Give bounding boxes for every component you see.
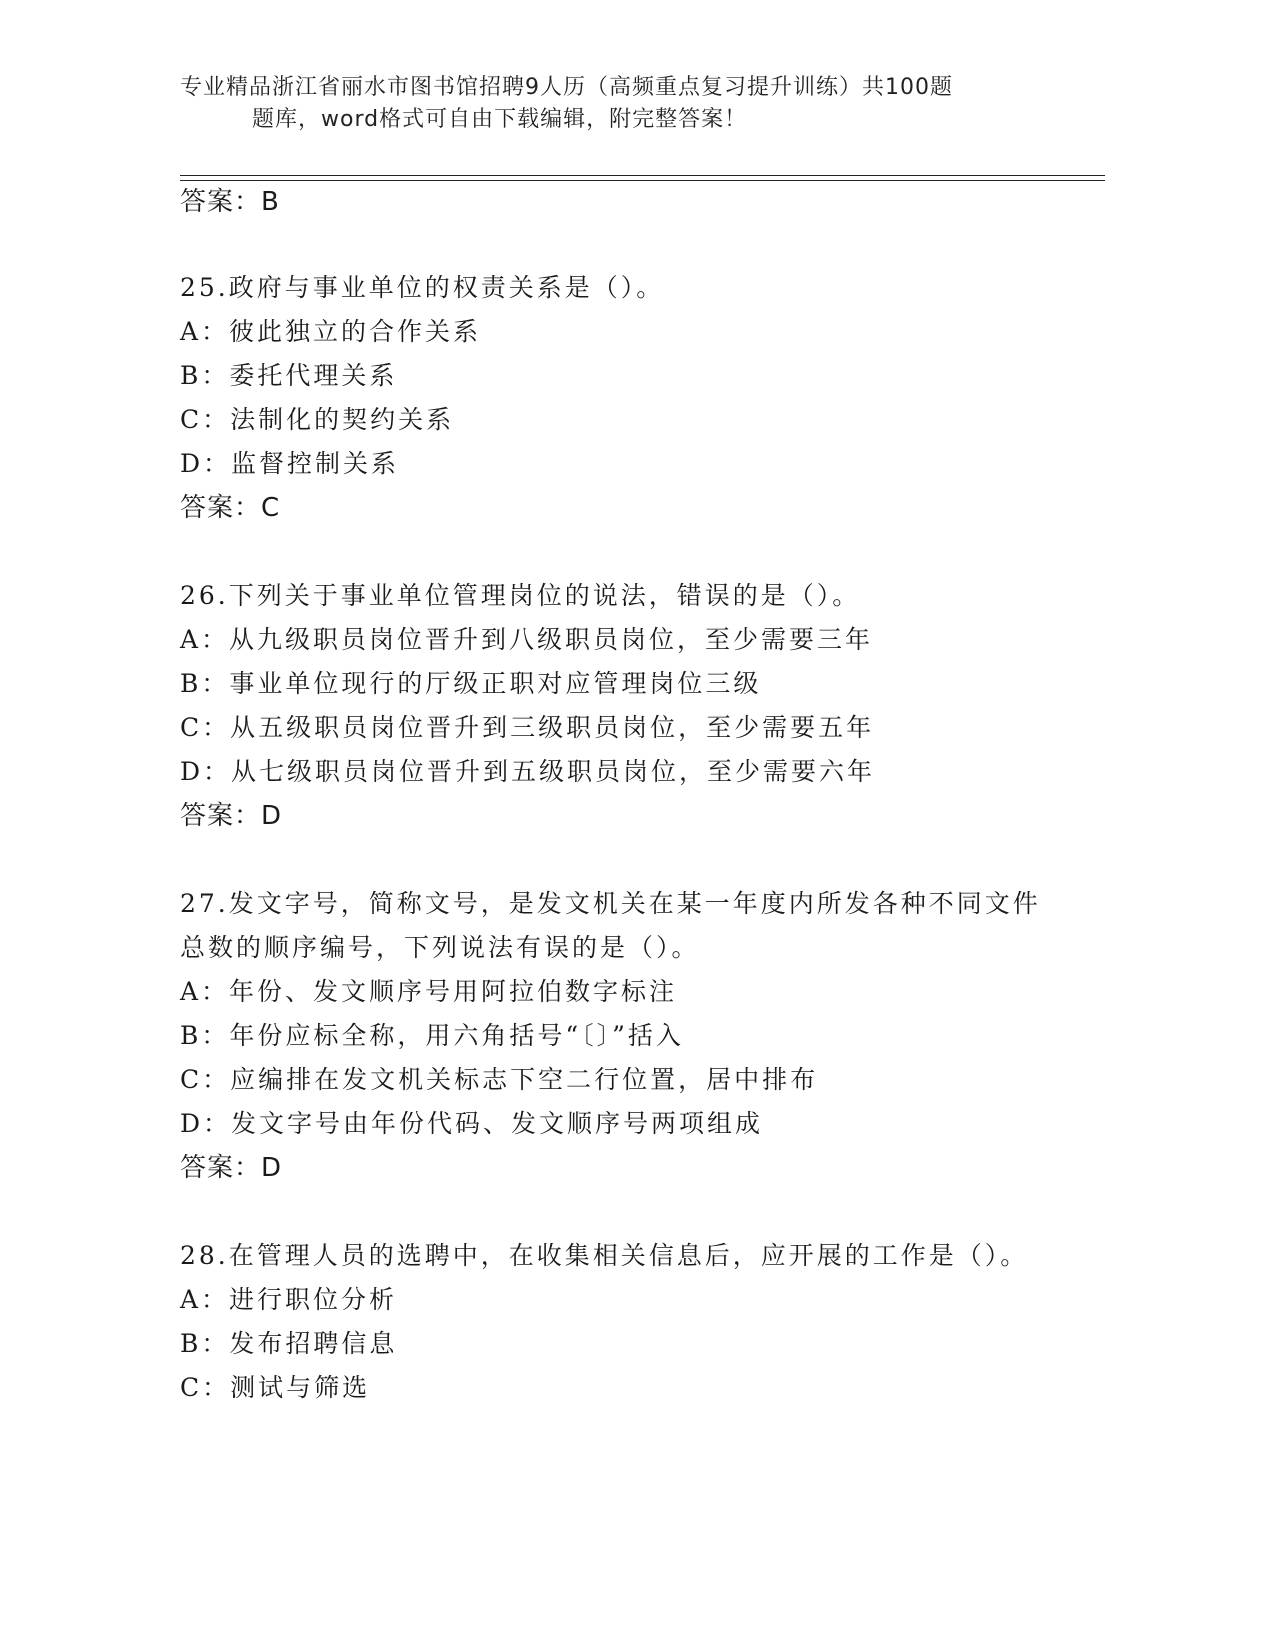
option-b: B：发布招聘信息 — [180, 1329, 398, 1358]
question-25 — [180, 266, 1120, 530]
question-26 — [180, 574, 1120, 838]
header-divider-secondary — [180, 180, 1105, 181]
option-d: D：发文字号由年份代码、发文顺序号两项组成 — [180, 1109, 764, 1138]
question-28 — [180, 1234, 1120, 1410]
question-stem-line-1: 27.发文字号，简称文号，是发文机关在某一年度内所发各种不同文件 — [180, 889, 1041, 918]
answer-24: 答案：B — [180, 187, 280, 217]
question-27 — [180, 882, 1120, 1190]
option-d: D：监督控制关系 — [180, 449, 400, 478]
page-header — [180, 72, 1080, 136]
option-b: B：年份应标全称，用六角括号“〔〕”括入 — [180, 1021, 684, 1050]
question-stem: 25.政府与事业单位的权责关系是（）。 — [180, 273, 665, 302]
option-a: A：进行职位分析 — [180, 1285, 398, 1314]
question-list — [180, 182, 1120, 1410]
question-stem: 28.在管理人员的选聘中，在收集相关信息后，应开展的工作是（）。 — [180, 1241, 1029, 1270]
option-c: C：法制化的契约关系 — [180, 405, 455, 434]
header-divider — [180, 175, 1105, 176]
option-a: A：年份、发文顺序号用阿拉伯数字标注 — [180, 977, 678, 1006]
option-b: B：委托代理关系 — [180, 361, 398, 390]
answer: 答案：D — [180, 801, 283, 831]
question-stem: 26.下列关于事业单位管理岗位的说法，错误的是（）。 — [180, 581, 861, 610]
answer: 答案：D — [180, 1153, 283, 1183]
option-d: D：从七级职员岗位晋升到五级职员岗位，至少需要六年 — [180, 757, 876, 786]
question-stem-line-2: 总数的顺序编号，下列说法有误的是（）。 — [180, 933, 700, 962]
option-c: C：测试与筛选 — [180, 1373, 371, 1402]
option-a: A：从九级职员岗位晋升到八级职员岗位，至少需要三年 — [180, 625, 874, 654]
header-title-line-1: 专业精品浙江省丽水市图书馆招聘9人历（高频重点复习提升训练）共100题 — [180, 75, 953, 100]
header-title-line-2: 题库，word格式可自由下载编辑，附完整答案！ — [252, 107, 748, 132]
option-c: C：应编排在发文机关标志下空二行位置，居中排布 — [180, 1065, 819, 1094]
option-b: B：事业单位现行的厅级正职对应管理岗位三级 — [180, 669, 762, 698]
option-a: A：彼此独立的合作关系 — [180, 317, 482, 346]
option-c: C：从五级职员岗位晋升到三级职员岗位，至少需要五年 — [180, 713, 875, 742]
answer: 答案：C — [180, 493, 281, 523]
